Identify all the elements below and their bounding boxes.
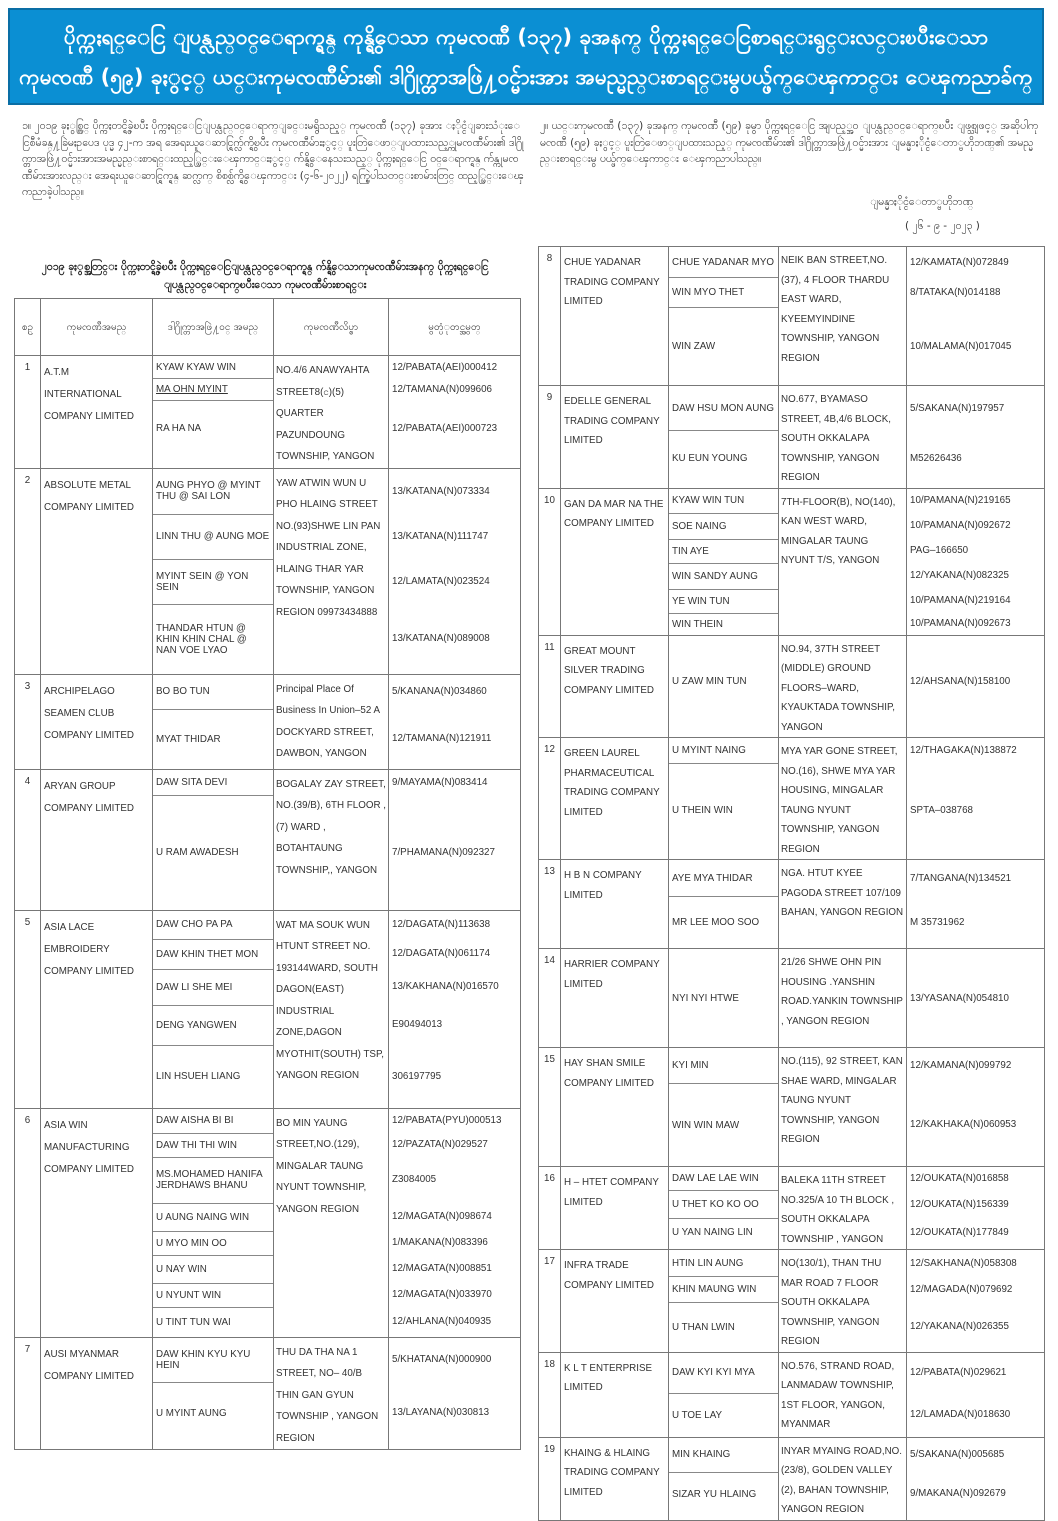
nrc-list [389,1337,521,1450]
director-list [153,1337,274,1450]
col-header-address: ကုမၸဏီလိပ္စာ [274,299,389,356]
director-name: LINN THU @ AUNG MOE [153,514,273,559]
signatory: ျမန္မာႏိုင္ငံေတာ္ဗဟိုဘဏ္ [870,196,974,208]
director-name: WIN THEIN [669,613,778,635]
registration-number: 12/MAGATA(N)008851 [392,1263,492,1274]
director-name: DAW SITA DEVI [156,776,228,788]
company-address: NO.677, BYAMASO STREET, 4B,4/6 BLOCK, SOUTH OKKALAPA TOWNSHIP, YANGON REGION [779,386,907,489]
company-table-left [14,298,521,1450]
row-number: 10 [539,488,561,635]
director-name: HTIN LIN AUNG [672,1257,744,1269]
director-name: WIN SANDY AUNG [669,563,778,589]
nrc-list [907,1167,1045,1250]
company-name: ARYAN GROUP COMPANY LIMITED [41,769,153,910]
table-body-left [15,356,521,1450]
registration-number: 10/PAMANA(N)219165 [910,495,1011,506]
registration-number: 12/MAGATA(N)033970 [392,1289,492,1300]
director-name: DAW THI THI WIN [153,1133,273,1157]
nrc-list [907,1250,1045,1353]
company-name: K L T ENTERPRISE LIMITED [561,1352,669,1437]
director-name: WIN ZAW [669,307,778,385]
registration-number: 12/AHSANA(N)158100 [910,676,1011,687]
company-address: NO.4/6 ANAWYAHTA STREET8(င)(5) QUARTER PAZUNDOUNG TOWNSHIP, YANGON [274,356,389,469]
director-name: DAW LAE LAE WIN [672,1173,759,1184]
row-number: 4 [15,769,41,910]
company-address: Principal Place Of Business In Union–52 A DOCKYARD STREET, DAWBON, YANGON [274,674,389,769]
registration-number: 13/KATANA(N)073334 [392,485,490,497]
registration-number: 13/KAKHANA(N)016570 [392,981,499,992]
company-address: MYA YAR GONE STREET, NO.(16), SHWE MYA YAR HOUSING, MINGALAR TAUNG NYUNT TOWNSHIP, YANGON REGION [779,738,907,860]
director-name: U TINT TUN WAI [153,1307,273,1337]
director-name: DAW AISHA BI BI [156,1115,234,1126]
table-row [539,738,1045,860]
registration-number: 5/SAKANA(N)197957 [910,402,1005,414]
table-row [15,1108,521,1337]
registration-number: 12/DAGATA(N)113638 [392,919,491,930]
company-address: WAT MA SOUK WUN HTUNT STREET NO. 193144WARD, SOUTH DAGON(EAST) INDUSTRIAL ZONE,DAGON MYOTHIT(SOUTH) TSP, YANGON REGION [274,910,389,1108]
director-name: MS.MOHAMED HANIFA JERDHAWS BHANU [153,1157,273,1203]
nrc-list [907,1048,1045,1167]
registration-number: 12/PABATA(PYU)000513 [392,1115,502,1126]
company-name: CHUE YADANAR TRADING COMPANY LIMITED [561,247,669,386]
nrc-list [907,1352,1045,1437]
registration-number: 12/PAZATA(N)029527 [392,1139,488,1150]
company-address: BOGALAY ZAY STREET, NO.(39/B), 6TH FLOOR , (7) WARD , BOTAHTAUNG TOWNSHIP,, YANGON [274,769,389,910]
director-name: DAW KHIN THET MON [153,939,273,969]
nrc-list [907,738,1045,860]
director-name: MR LEE MOO SOO [669,896,778,948]
registration-number: 12/YAKANA(N)082325 [910,570,1009,581]
director-name: U THAN LWIN [669,1302,778,1351]
company-name: ASIA WIN MANUFACTURING COMPANY LIMITED [41,1108,153,1337]
row-number: 13 [539,860,561,949]
table-row [539,386,1045,489]
row-number: 11 [539,635,561,738]
company-name: EDELLE GENERAL TRADING COMPANY LIMITED [561,386,669,489]
director-name: SOE NAING [669,513,778,539]
director-name: MYINT SEIN @ YON SEIN [153,559,273,604]
director-name: DAW KHIN KYU KYU HEIN [156,1348,251,1371]
registration-number: 12/PABATA(AEI)000412 [392,361,498,373]
registration-number: 12/TAMANA(N)099606 [392,383,493,395]
director-name: MIN KHAING [672,1449,731,1460]
director-name: DAW HSU MON AUNG [672,402,774,414]
intro-paragraph-2: ၂။ ယင္းကုမၸဏီ (၁၃၇) ခုအနက္ ကုမၸဏီ (၅၉) ခုမွာ ပိုက္ကႏရင္ေငြ အျပည့္အ၀ ျပန္လည္၀င္ေရာက္ၿပီး ျဖစ္သျဖင့္ အဆိုပါကုမၸဏီ (၅၉) ခုႏွင့္ ပူးတြဲေဖာ္ျပထားသည့္ ကုမၸဏီမ်ား၏ ဒါ႐ိုက္တာအဖြဲ႔၀င္မ်ားအား ျမန္မာႏိုင္ငံေတာ္ဗဟိုဘဏ္၏ အမည္မည္းစာရင္းမွ ပယ္ဖ်က္ေၾကာင္း ေၾကညာပါသည္။ [540,120,1039,165]
row-number: 3 [15,674,41,769]
col-header-nrc: မွတ္ပံုတင္အမွတ္ [389,299,521,356]
director-list [669,386,779,489]
col-header-no: စဥ္ [15,299,41,356]
nrc-list [389,910,521,1108]
nrc-list [389,674,521,769]
director-name: DAW KYI KYI MYA [672,1367,755,1378]
table-row [15,769,521,910]
company-name: HAY SHAN SMILE COMPANY LIMITED [561,1048,669,1167]
company-address: NEIK BAN STREET,NO. (37), 4 FLOOR THARDU EAST WARD, KYEEMYINDINE TOWNSHIP, YANGON REGION [779,247,907,386]
row-number: 18 [539,1352,561,1437]
registration-number: 7/PHAMANA(N)092327 [392,846,495,858]
director-list [153,468,274,674]
registration-number: 12/MAGATA(N)098674 [392,1211,492,1222]
company-name: H – HTET COMPANY LIMITED [561,1167,669,1250]
director-name: DENG YANGWEN [153,1005,273,1045]
row-number: 19 [539,1437,561,1520]
table-row [539,488,1045,635]
director-name: U MYINT AUNG [153,1382,273,1444]
director-name: NYI NYI HTWE [672,992,739,1004]
nrc-list [907,635,1045,738]
company-address: NO.(115), 92 STREET, KAN SHAE WARD, MINGALAR TAUNG NYUNT TOWNSHIP, YANGON REGION [779,1048,907,1167]
nrc-list [907,386,1045,489]
registration-number: Z3084005 [392,1174,437,1185]
registration-number: 5/SAKANA(N)005685 [910,1449,1005,1460]
registration-number: 12/DAGATA(N)061174 [392,948,491,959]
director-name: U MYO MIN OO [153,1231,273,1255]
table-row [539,1048,1045,1167]
director-name: KYAW WIN TUN [672,495,745,506]
row-number: 16 [539,1167,561,1250]
registration-number: PAG–166650 [910,545,969,556]
registration-number: 9/MAKANA(N)092679 [910,1488,1006,1499]
row-number: 7 [15,1337,41,1450]
registration-number: 12/OUKATA(N)156339 [910,1198,1009,1210]
director-name: U YAN NAING LIN [669,1218,778,1246]
director-list [669,738,779,860]
director-list [153,356,274,469]
table-row [539,1167,1045,1250]
director-name: DAW LI SHE MEI [153,969,273,1005]
director-list [669,488,779,635]
table-row [539,1250,1045,1353]
director-name: KHIN MAUNG WIN [669,1276,778,1302]
registration-number: 12/LAMADA(N)018630 [910,1409,1011,1420]
director-list [669,1250,779,1353]
col-header-directors: ဒါ႐ိုက္တာအဖြဲ႔၀င္ အမည္ [153,299,274,356]
director-list [669,1437,779,1520]
director-list [153,674,274,769]
director-name: KYI MIN [672,1060,709,1071]
registration-number: 12/YAKANA(N)026355 [910,1321,1009,1332]
nrc-list [389,356,521,469]
director-name: MA OHN MYINT [153,378,273,400]
registration-number: 10/MALAMA(N)017045 [910,340,1012,352]
company-name: GREEN LAUREL PHARMACEUTICAL TRADING COMPANY LIMITED [561,738,669,860]
company-address: 7TH-FLOOR(B), NO(140), KAN WEST WARD, MINGALAR TAUNG NYUNT T/S, YANGON [779,488,907,635]
registration-number: 12/SAKHANA(N)058308 [910,1257,1017,1269]
director-name: DAW CHO PA PA [156,919,233,930]
registration-number: 12/MAGADA(N)079692 [910,1283,1013,1295]
nrc-list [907,1437,1045,1520]
director-name: TIN AYE [669,539,778,563]
director-name: U ZAW MIN TUN [672,676,747,687]
table-row [15,674,521,769]
table-row [15,468,521,674]
director-name: SIZAR YU HLAING [669,1472,778,1516]
company-name: ARCHIPELAGO SEAMEN CLUB COMPANY LIMITED [41,674,153,769]
title-line-2: ကုမၸဏီ (၅၉) ခုႏွင့္ ယင္းကုမၸဏီမ်ား၏ ဒါ႐ိုက္တာအဖြဲ႔၀င္မ်ားအား အမည္မည္းစာရင္းမွပယ္ဖ်က္ေၾကာင္း ေၾကညာခ်က္ [19,64,1033,89]
registration-number: 12/THAGAKA(N)138872 [910,745,1017,756]
director-name: AYE MYA THIDAR [672,872,753,884]
company-name: A.T.M INTERNATIONAL COMPANY LIMITED [41,356,153,469]
company-name: AUSI MYANMAR COMPANY LIMITED [41,1337,153,1450]
director-name: U AUNG NAING WIN [153,1203,273,1231]
director-name: U TOE LAY [669,1393,778,1437]
registration-number: SPTA–038768 [910,804,974,816]
director-name: LIN HSUEH LIANG [153,1045,273,1108]
director-name: U THEIN WIN [669,763,778,857]
table-row [539,1352,1045,1437]
director-name: AUNG PHYO @ MYINT THU @ SAI LON [156,480,261,502]
registration-number: 12/LAMATA(N)023524 [392,575,490,587]
company-address: INYAR MYAING ROAD,NO. (23/8), GOLDEN VALLEY (2), BAHAN TOWNSHIP, YANGON REGION [779,1437,907,1520]
nrc-list [907,247,1045,386]
registration-number: 12/KAKHAKA(N)060953 [910,1119,1017,1130]
director-name: CHUE YADANAR MYO [672,256,774,268]
row-number: 9 [539,386,561,489]
registration-number: 1/MAKANA(N)083396 [392,1237,488,1248]
table-row [539,635,1045,738]
list-heading: ၂၀၁၉ ခုႏွစ္အတြင္း ပိုက္ကႏတင္ရွိခဲ့ၿပီး ပိုက္ကႏရင္ေငြျပန္လည္၀င္ေရာက္ရန္ က်န္ရွိေသာကုမၸဏီမ်ားအနက္ ပိုက္ကႏရင္ေငြ ျပန္လည္၀င္ေရာက္ၿပီးေသာ ကုမၸဏီမ်ားစာရင္း [41,261,489,291]
registration-number: 8/TATAKA(N)014188 [910,286,1001,298]
table-row [15,1337,521,1450]
registration-number: 12/AHLANA(N)040935 [392,1316,492,1327]
director-list [669,1048,779,1167]
registration-number: 12/KAMANA(N)099792 [910,1060,1012,1071]
director-list [669,247,779,386]
table-row [15,910,521,1108]
company-name: GREAT MOUNT SILVER TRADING COMPANY LIMITED [561,635,669,738]
director-name: WIN WIN MAW [669,1083,778,1166]
director-name: U THET KO KO OO [669,1190,778,1218]
table-row [539,247,1045,386]
director-name: KYAW KYAW WIN [156,361,237,373]
company-name: INFRA TRADE COMPANY LIMITED [561,1250,669,1353]
director-list [669,1167,779,1250]
table-body-right [539,247,1045,1521]
registration-number: 5/KHATANA(N)000900 [392,1354,492,1365]
company-name: ASIA LACE EMBROIDERY COMPANY LIMITED [41,910,153,1108]
company-address: BALEKA 11TH STREET NO.325/A 10 TH BLOCK , SOUTH OKKALAPA TOWNSHIP , YANGON [779,1167,907,1250]
registration-number: M 35731962 [910,916,965,928]
registration-number: 13/YASANA(N)054810 [910,992,1009,1004]
intro-paragraph-1: ၁။ ၂၀၁၉ ခုႏွစ္တြင္ ပိုက္ကႏတင္ရွိခဲ့ၿပီး ပိုက္ကႏရင္ေငြျပန္လည္၀င္ေရာက္ျခင္းမရွိသည့္ ကုမၸဏီ (၁၃၇) ခုအား ႏိုင္ငံျခားသံုးေငြစီမံခန္႔ခြဲမႈဥပေဒ ပုဒ္မ ၄၂-က အရ အေရးယူေဆာင္ရြက္လ်က္ရွိၿပီး ကုမၸဏီမ်ားႏွင့္ ပူးတြဲေဖာ္ျပထားသည့္ကုမၸဏီမ်ား၏ ဒါ႐ိုက္တာအဖြဲ႔၀င္မ်ားအားအမည္မည္းစာရင္းထည့္သြင္းေၾကာင္းႏွင့္ က်န္ရွိေနေသးသည့္ ပိုက္ကႏရင္ေငြ ၀င္ေရာက္ရန္ က်န္ကုမၸဏီမ်ားအားလည္း အေရးယူေဆာင္ရြက္ရန္ ဆက္လက္ စိစစ္လ်က္ရွိေၾကာင္း (၄-၆-၂၀၂၂) ရက္စြဲပါသတင္းစာမ်ားတြင္ ထည့္သြင္းေၾကညာခဲ့ပါသည္။ [22,120,524,198]
director-name: RA HA NA [153,400,273,456]
col-header-company: ကုမၸဏီအမည္ [41,299,153,356]
director-list [669,860,779,949]
table-header-row [15,299,521,356]
director-list [153,910,274,1108]
registration-number: 306197795 [392,1070,442,1082]
registration-number: 5/KANANA(N)034860 [392,686,487,697]
registration-number: 7/TANGANA(N)134521 [910,872,1012,884]
nrc-list [907,488,1045,635]
director-name: WIN MYO THET [669,277,778,307]
company-name: KHAING & HLAING TRADING COMPANY LIMITED [561,1437,669,1520]
company-address: NGA. HTUT KYEE PAGODA STREET 107/109 BAHAN, YANGON REGION [779,860,907,949]
company-table-right [538,246,1045,1521]
nrc-list [389,769,521,910]
director-name: U NYUNT WIN [153,1283,273,1307]
registration-number: M52626436 [910,452,962,464]
row-number: 15 [539,1048,561,1167]
registration-number: 12/TAMANA(N)121911 [392,733,492,744]
registration-number: 12/OUKATA(N)177849 [910,1226,1009,1238]
nrc-list [907,949,1045,1048]
nrc-list [907,860,1045,949]
company-address: NO.576, STRAND ROAD, LANMADAW TOWNSHIP, 1ST FLOOR, YANGON, MYANMAR [779,1352,907,1437]
table-row [539,1437,1045,1520]
company-name: H B N COMPANY LIMITED [561,860,669,949]
registration-number: 12/KAMATA(N)072849 [910,256,1009,268]
director-name: KU EUN YOUNG [669,430,778,486]
director-list [153,1108,274,1337]
registration-number: E90494013 [392,1019,443,1030]
director-list [669,635,779,738]
nrc-list [389,1108,521,1337]
director-name: YE WIN TUN [669,589,778,613]
registration-number: 9/MAYAMA(N)083414 [392,776,488,788]
company-address: NO.94, 37TH STREET (MIDDLE) GROUND FLOORS–WARD, KYAUKTADA TOWNSHIP, YANGON [779,635,907,738]
director-list [153,769,274,910]
director-name: U MYINT NAING [672,745,746,756]
registration-number: 13/KATANA(N)089008 [392,633,490,644]
registration-number: 13/KATANA(N)111747 [392,530,489,542]
registration-number: 13/LAYANA(N)030813 [392,1407,490,1418]
title-banner [8,8,1044,105]
registration-number: 12/PABATA(AEI)000723 [392,422,498,434]
row-number: 2 [15,468,41,674]
table-row [539,860,1045,949]
company-name: HARRIER COMPANY LIMITED [561,949,669,1048]
registration-number: 12/PABATA(N)029621 [910,1367,1007,1378]
company-name: ABSOLUTE METAL COMPANY LIMITED [41,468,153,674]
row-number: 12 [539,738,561,860]
row-number: 6 [15,1108,41,1337]
company-address: THU DA THA NA 1 STREET, NO– 40/B THIN GAN GYUN TOWNSHIP , YANGON REGION [274,1337,389,1450]
director-list [669,1352,779,1437]
registration-number: 10/PAMANA(N)219164 [910,595,1011,606]
director-name: BO BO TUN [156,686,210,697]
director-list [669,949,779,1048]
company-address: BO MIN YAUNG STREET,NO.(129), MINGALAR TAUNG NYUNT TOWNSHIP, YANGON REGION [274,1108,389,1337]
registration-number: 10/PAMANA(N)092673 [910,618,1011,629]
company-name: GAN DA MAR NA THE COMPANY LIMITED [561,488,669,635]
row-number: 1 [15,356,41,469]
company-address: NO(130/1), THAN THU MAR ROAD 7 FLOOR SOUTH OKKALAPA TOWNSHIP, YANGON REGION [779,1250,907,1353]
director-name: U NAY WIN [153,1255,273,1283]
director-name: THANDAR HTUN @ KHIN KHIN CHAL @ NAN VOE LYAO [153,604,273,674]
registration-number: 10/PAMANA(N)092672 [910,520,1011,531]
row-number: 14 [539,949,561,1048]
notice-date: ( ၂၆ - ၉ - ၂၀၂၃ ) [905,220,980,232]
row-number: 17 [539,1250,561,1353]
company-address: YAW ATWIN WUN U PHO HLAING STREET NO.(93)SHWE LIN PAN INDUSTRIAL ZONE, HLAING THAR YAR TOWNSHIP, YANGON REGION 09973434888 [274,468,389,674]
row-number: 8 [539,247,561,386]
nrc-list [389,468,521,674]
director-name: U RAM AWADESH [153,795,273,910]
registration-number: 12/OUKATA(N)016858 [910,1173,1009,1184]
table-row [15,356,521,469]
table-row [539,949,1045,1048]
title-line-1: ပိုက္ကႏရင္ေငြ ျပန္လည္၀င္ေရာက္ရန္ ကုန္ရွိေသာ ကုမၸဏီ (၁၃၇) ခုအနက္ ပိုက္ကႏရင္ေငြစာရင္းရွင္းလင္းၿပီးေသာ [63,24,989,49]
director-name: MYAT THIDAR [153,709,273,769]
company-address: 21/26 SHWE OHN PIN HOUSING .YANSHIN ROAD.YANKIN TOWNSHIP , YANGON REGION [779,949,907,1048]
row-number: 5 [15,910,41,1108]
